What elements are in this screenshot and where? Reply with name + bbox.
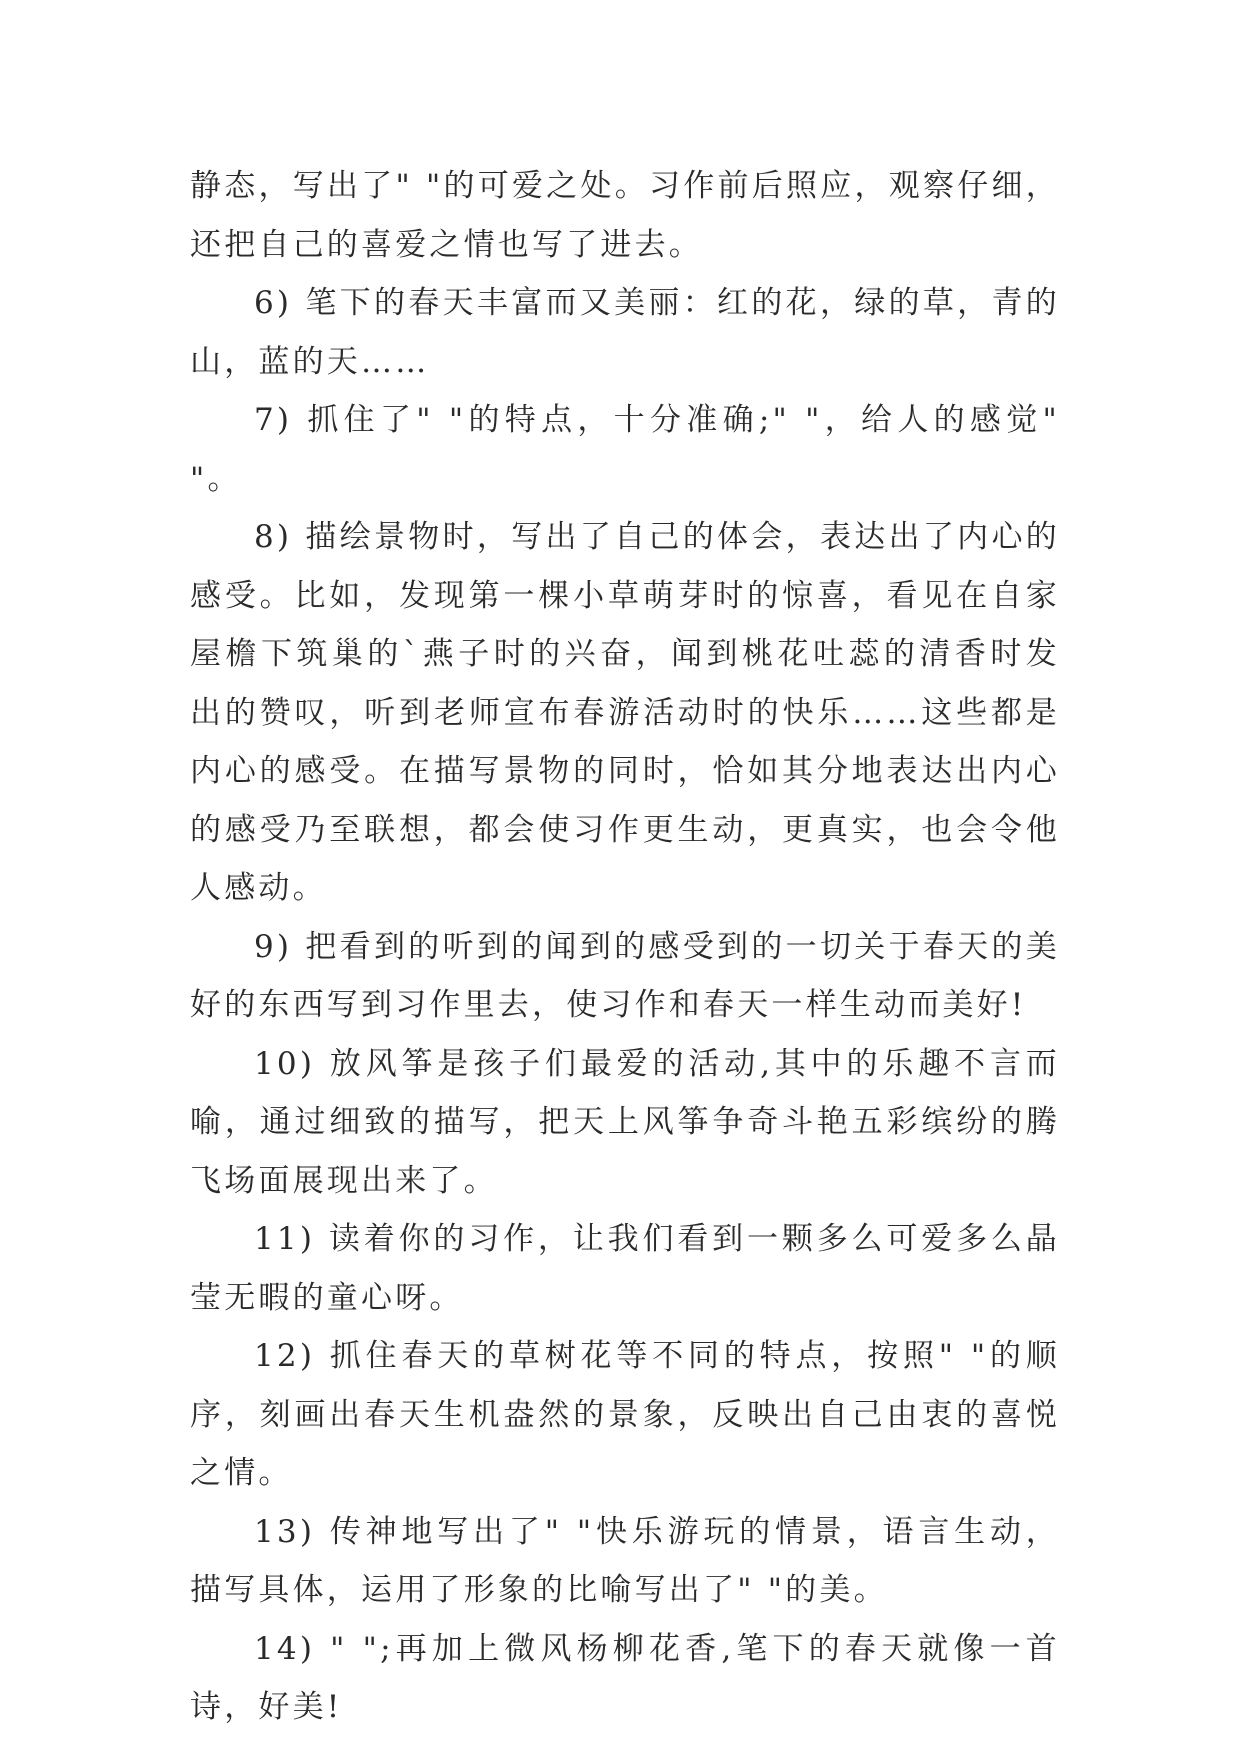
paragraph-item-6: 6) 笔下的春天丰富而又美丽：红的花，绿的草，青的山，蓝的天…… xyxy=(190,285,1060,380)
paragraph-item-9: 9) 把看到的听到的闻到的感受到的一切关于春天的美好的东西写到习作里去，使习作和春天一样生动而美好! xyxy=(190,928,1060,1023)
body-text xyxy=(190,157,1060,1737)
paragraph-continuation: 静态，写出了" "的可爱之处。习作前后照应，观察仔细，还把自己的喜爱之情也写了进去。 xyxy=(190,168,1060,263)
paragraph-item-8: 8) 描绘景物时，写出了自己的体会，表达出了内心的感受。比如，发现第一棵小草萌芽时的惊喜，看见在自家屋檐下筑巢的`燕子时的兴奋，闻到桃花吐蕊的清香时发出的赞叹，听到老师宣布春游活动时的快乐……这些都是内心的感受。在描写景物的同时，恰如其分地表达出内心的感受乃至联想，都会使习作更生动，更真实，也会令他人感动。 xyxy=(190,519,1060,906)
paragraph-item-14: 14) " ";再加上微风杨柳花香,笔下的春天就像一首诗，好美! xyxy=(190,1630,1060,1725)
paragraph-item-11: 11) 读着你的习作，让我们看到一颗多么可爱多么晶莹无暇的童心呀。 xyxy=(190,1221,1060,1316)
paragraph-item-10: 10) 放风筝是孩子们最爱的活动,其中的乐趣不言而喻，通过细致的描写，把天上风筝争奇斗艳五彩缤纷的腾飞场面展现出来了。 xyxy=(190,1045,1060,1199)
paragraph-item-7: 7) 抓住了" "的特点，十分准确;" "，给人的感觉" "。 xyxy=(190,402,1060,497)
paragraph-item-12: 12) 抓住春天的草树花等不同的特点，按照" "的顺序，刻画出春天生机盎然的景象，反映出自己由衷的喜悦之情。 xyxy=(190,1338,1060,1491)
paragraph-item-13: 13) 传神地写出了" "快乐游玩的情景，语言生动，描写具体，运用了形象的比喻写出了" "的美。 xyxy=(190,1513,1060,1608)
